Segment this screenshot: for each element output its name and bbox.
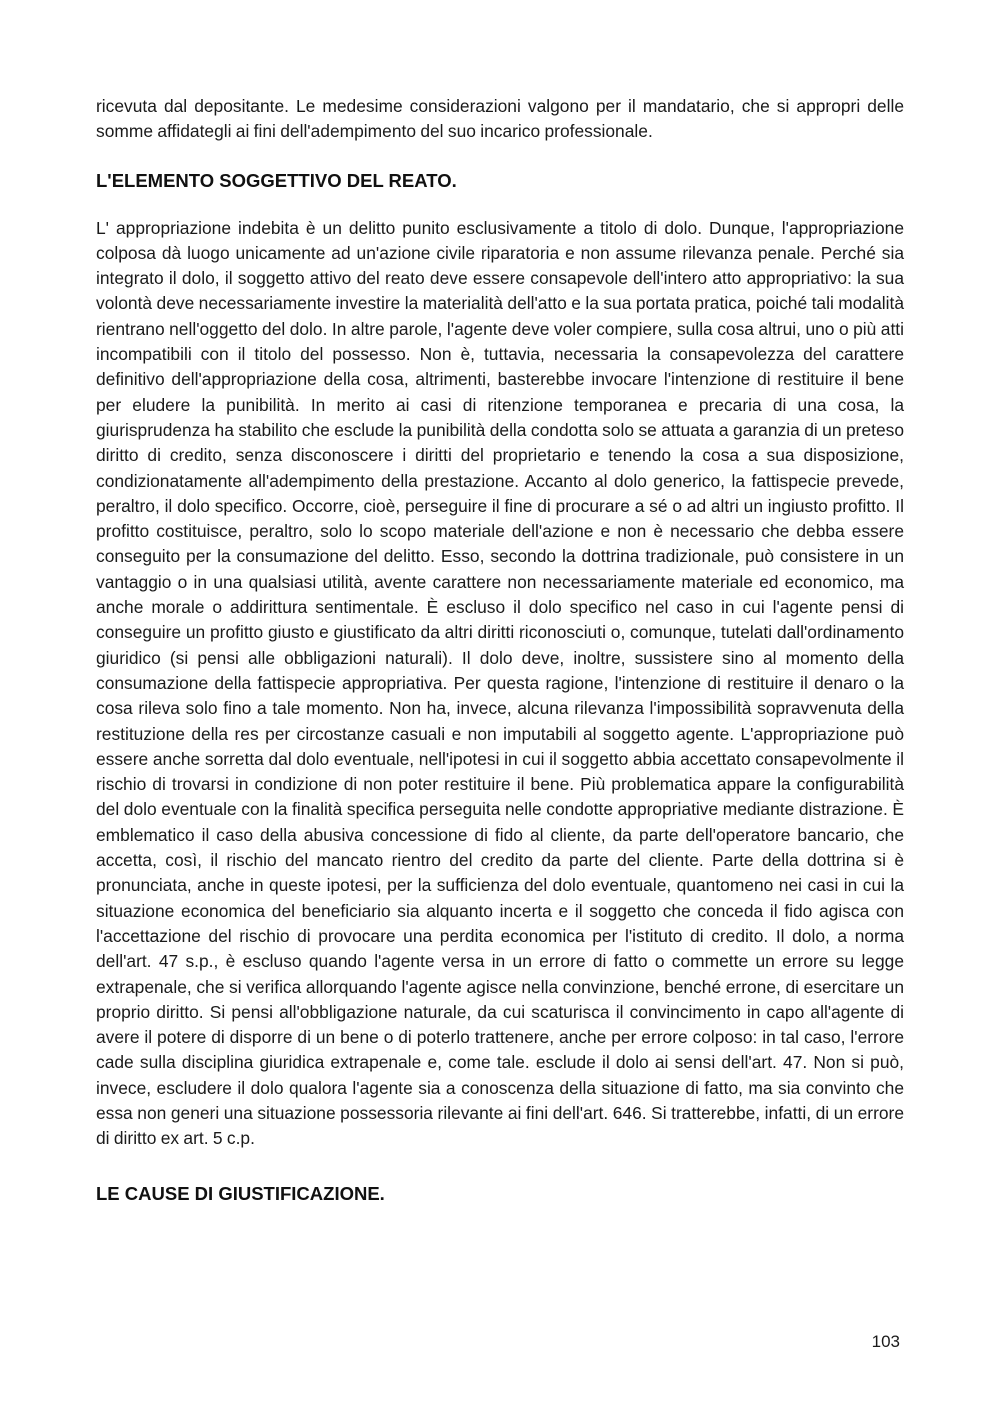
intro-paragraph: ricevuta dal depositante. Le medesime considerazioni valgono per il mandatario, che si appropri delle somme affidategli ai fini dell'adempimento del suo incarico professionale. [96,96,904,142]
section-heading-cause-giustificazione: LE CAUSE DI GIUSTIFICAZIONE. [96,1182,385,1204]
section-heading-elemento-soggettivo: L'ELEMENTO SOGGETTIVO DEL REATO. [96,169,457,191]
page-number: 103 [871,1332,900,1351]
body-paragraph: L' appropriazione indebita è un delitto punito esclusivamente a titolo di dolo. Dunque, l'appropriazione colposa dà luogo unicamente ad un'azione civile riparatoria e non assume rilevanza penale. Perché sia integrato il dolo, il soggetto attivo del reato deve essere consapevole dell'intero atto appropriativo: la sua volontà deve necessariamente investire la materialità dell'atto e la sua portata pratica, poiché tali modalità rientrano nell'oggetto del dolo. In altre parole, l'agente deve voler compiere, sulla cosa altrui, uno o più atti incompatibili con il titolo del possesso. Non è, tuttavia, necessaria la consapevolezza del carattere definitivo dell'appropriazione della cosa, altrimenti, basterebbe invocare l'intenzione di restituire il bene per eludere la punibilità. In merito ai casi di ritenzione temporanea e precaria di una cosa, la giurisprudenza ha stabilito che esclude la punibilità della condotta solo se attuata a garanzia di un preteso diritto di credito, senza disconoscere i diritti del proprietario e tenendo la cosa a sua disposizione, condizionatamente all'adempimento della prestazione. Accanto al dolo generico, la fattispecie prevede, peraltro, il dolo specifico. Occorre, cioè, perseguire il fine di procurare a sé o ad altri un ingiusto profitto. Il profitto costituisce, peraltro, solo lo scopo materiale dell'azione e non è necessario che debba essere conseguito per la consumazione del delitto. Esso, secondo la dottrina tradizionale, può consistere in un vantaggio o in una qualsiasi utilità, avente carattere non necessariamente materiale ed economico, ma anche morale o addirittura sentimentale. È escluso il dolo specifico nel caso in cui l'agente pensi di conseguire un profitto giusto e giustificato da altri diritti riconosciuti o, comunque, tutelati dall'ordinamento giuridico (si pensi alle obbligazioni naturali). Il dolo deve, inoltre, sussistere sino al momento della consumazione della fattispecie appropriativa. Per questa ragione, l'intenzione di restituire il denaro o la cosa rileva solo fino a tale momento. Non ha, invece, alcuna rilevanza l'impossibilità sopravvenuta della restituzione della res per circostanze casuali e non imputabili al soggetto agente. L'appropriazione può essere anche sorretta dal dolo eventuale, nell'ipotesi in cui il soggetto abbia accettato consapevolmente il rischio di trovarsi in condizione di non poter restituire il bene. Più problematica appare la configurabilità del dolo eventuale con la finalità specifica perseguita nelle condotte appropriative mediante distrazione. È emblematico il caso della abusiva concessione di fido al cliente, da parte dell'operatore bancario, che accetta, così, il rischio del mancato rientro del credito da parte del cliente. Parte della dottrina si è pronunciata, anche in queste ipotesi, per la sufficienza del dolo eventuale, quantomeno nei casi in cui la situazione economica del beneficiario sia alquanto incerta e il soggetto che conceda il fido agisca con l'accettazione del rischio di provocare una perdita economica per l'istituto di credito. Il dolo, a norma dell'art. 47 s.p., è escluso quando l'agente versa in un errore di fatto o commette un errore su legge extrapenale, che si verifica allorquando l'agente agisce nella convinzione, benché errone, di esercitare un proprio diritto. Si pensi all'obbligazione naturale, da cui scaturisca il convincimento in capo all'agente di avere il potere di disporre di un bene o di poterlo trattenere, anche per errore colposo: in tal caso, l'errore cade sulla disciplina giuridica extrapenale e, come tale. esclude il dolo ai sensi dell'art. 47. Non si può, invece, escludere il dolo qualora l'agente sia a conoscenza della situazione di fatto, ma sia convinto che essa non generi una situazione possessoria rilevante ai fini dell'art. 646. Si tratterebbe, infatti, di un errore di diritto ex art. 5 c.p. [96,217,904,1149]
document-page [96,94,904,1207]
